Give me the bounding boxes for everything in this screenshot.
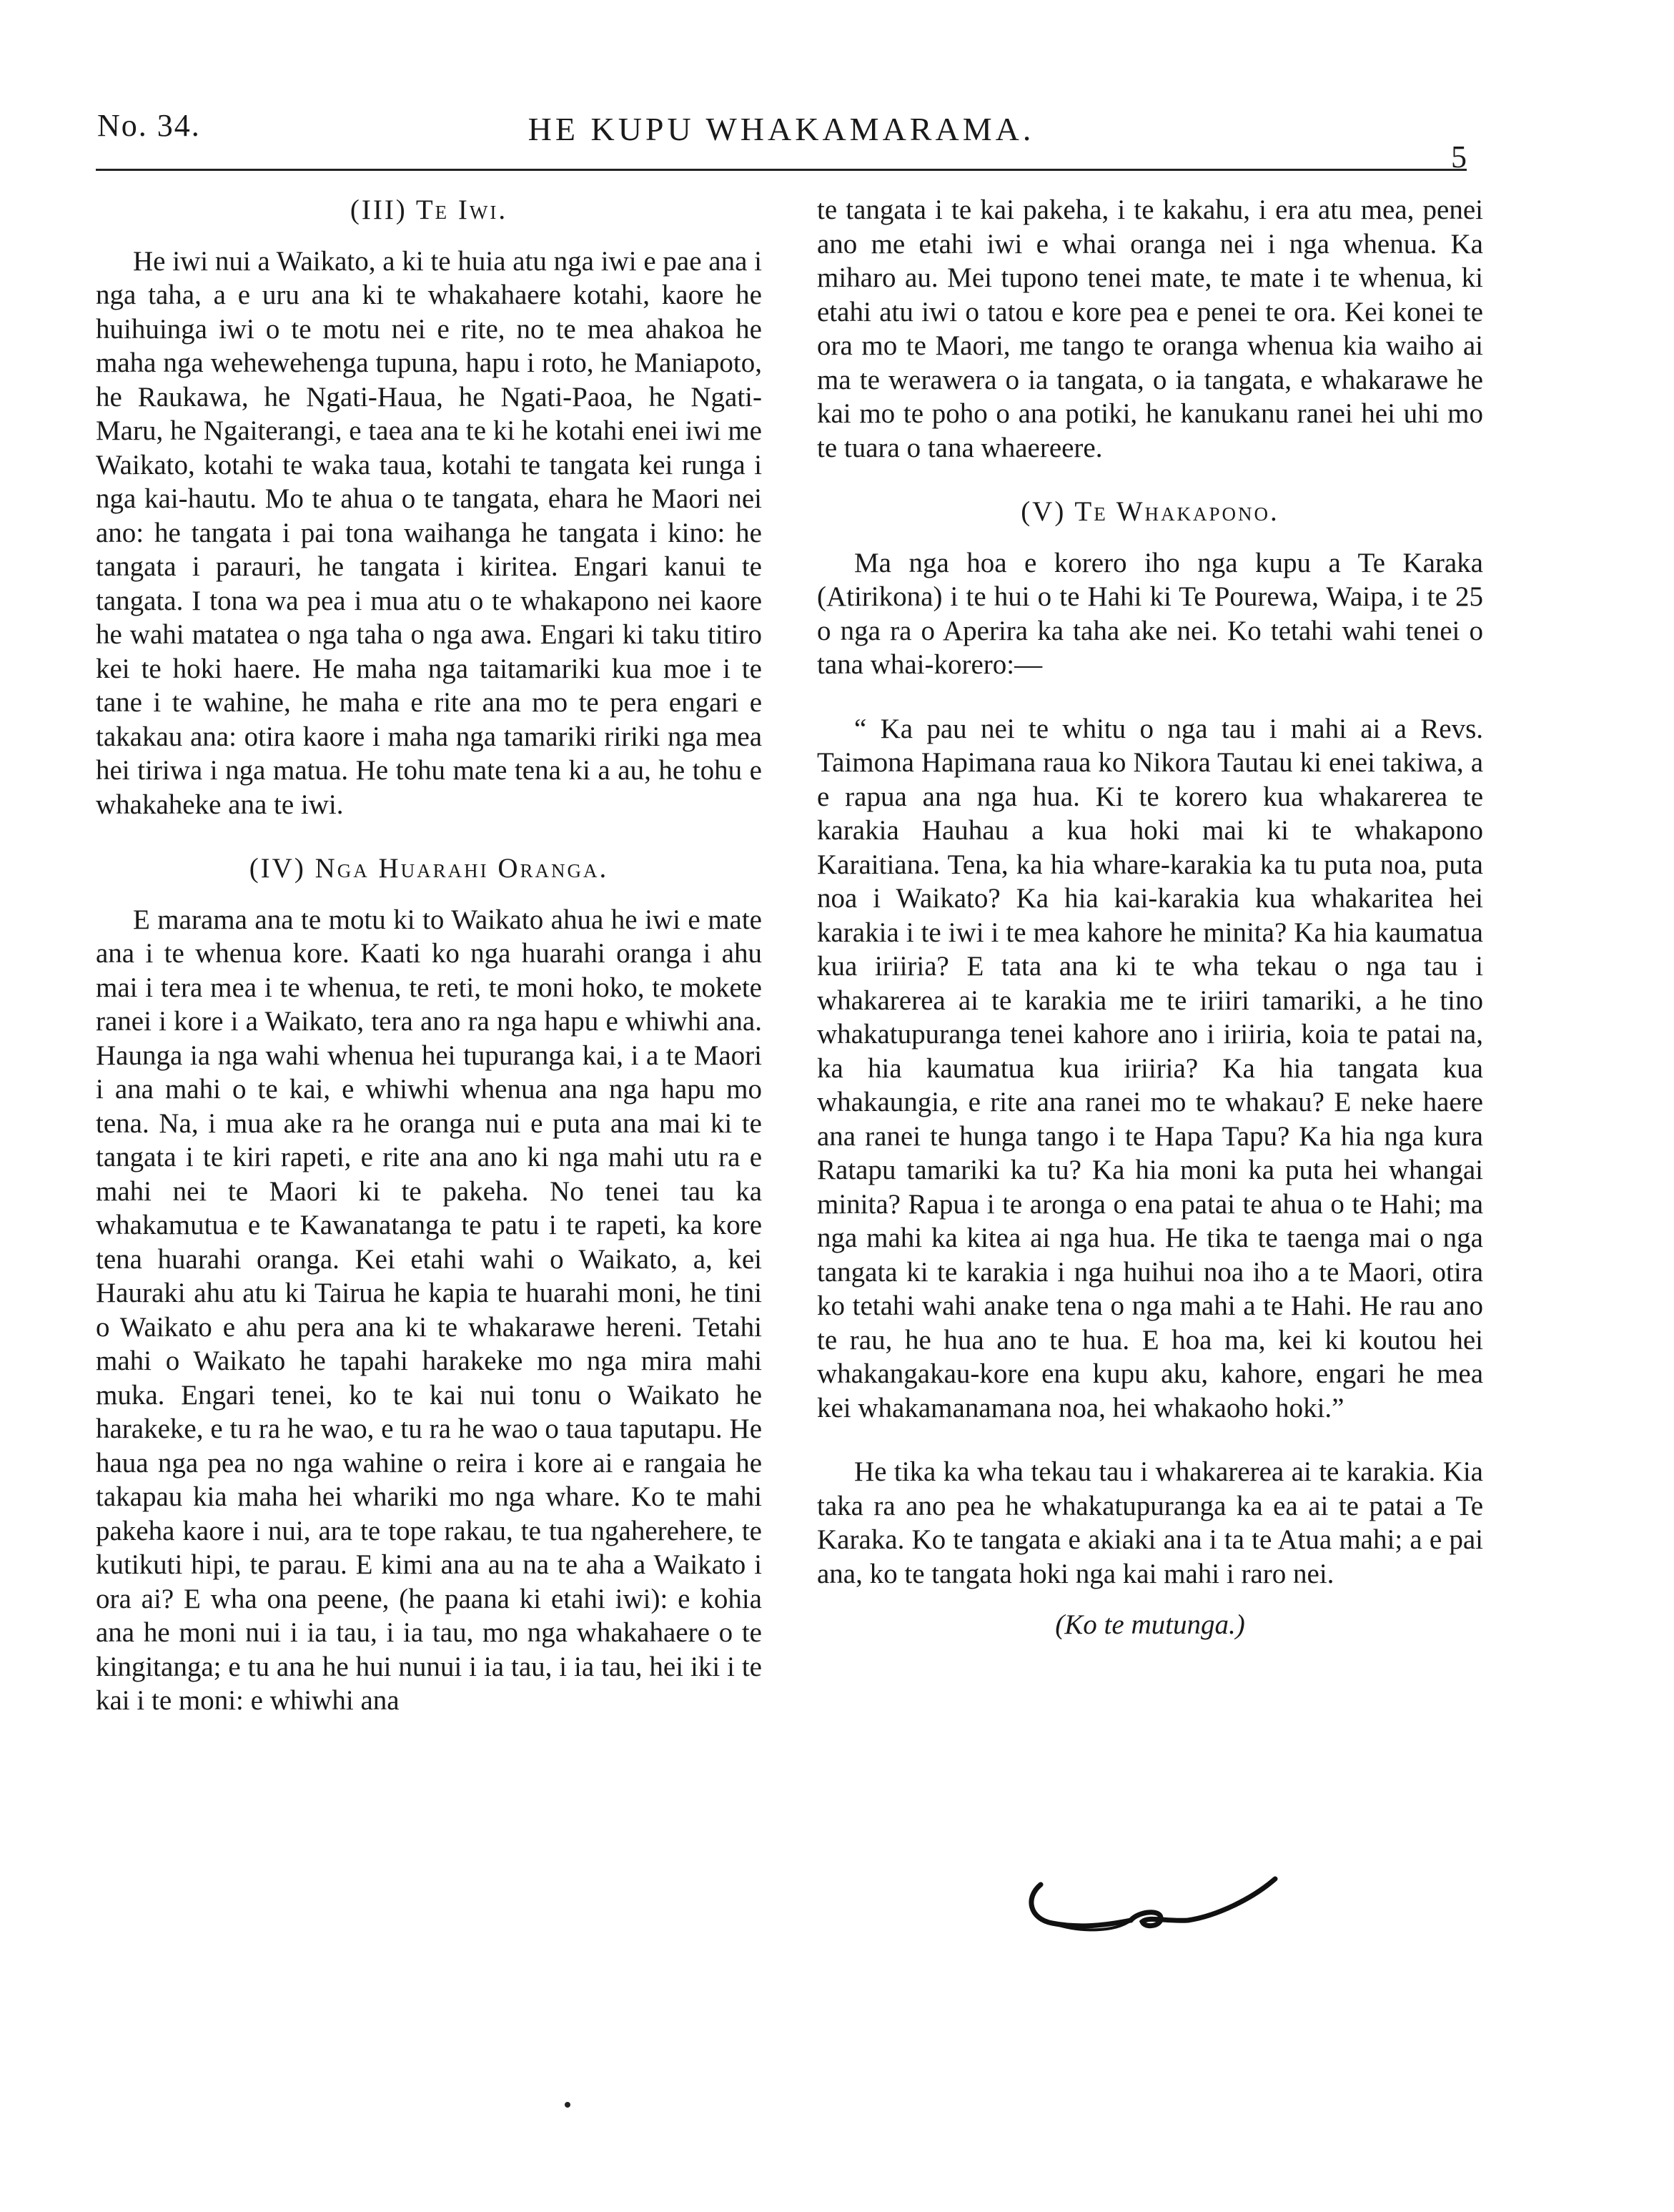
section-iii-paragraph: He iwi nui a Waikato, a ki te huia atu nga iwi e pae ana i nga taha, a e uru ana ki te whakahaere kotahi, kaore he huihuinga iwi o te motu nei e rite, no te mea ahakoa he maha nga wehewehenga tupuna, hapu i roto, he Maniapoto, he Raukawa, he Ngati-Haua, he Ngati-Paoa, he Ngati-Maru, he Ngaiterangi, e taea ana te ki he kotahi enei iwi me Waikato, kotahi te waka taua, kotahi te tangata kei runga i nga kai-hautu. Mo te ahua o te tangata, ehara he Maori nei ano: he tangata i pai tona waihanga he tangata i kino: he tangata i parauri, he tangata i kiritea. Engari kanui te tangata. I tona wa pea i mua atu o te whakapono nei kaore he wahi matatea o nga taha o nga awa. Engari ki taku titiro kei te hoki haere. He maha nga taitamariki kua moe i te tane i te wahine, he maha e rite ana mo te pera engari e takakau ana: otira kaore i maha nga tamariki ririki nga mea hei tiriwa i nga matua. He tohu mate tena ki a au, he tohu e whakaheke ana te iwi. — [96, 245, 762, 820]
section-heading-iii: (III) Te Iwi. — [350, 194, 508, 225]
end-flourish-ornament — [1024, 1869, 1281, 1947]
section-heading-v: (V) Te Whakapono. — [1021, 496, 1279, 527]
section-v-closing: He tika ka wha tekau tau i whakarerea ai te karakia. Kia taka ra ano pea he whakatupuranga ka ea ai te patai a Te Karaka. Ko te tangata e akiaki ana i ta te Atua mahi; a e pai ana, ko te tangata hoki nga kai mahi i raro nei. — [817, 1456, 1483, 1589]
end-note: (Ko te mutunga.) — [1055, 1609, 1245, 1640]
section-v-quote: “ Ka pau nei te whitu o nga tau i mahi ai a Revs. Taimona Hapimana raua ko Nikora Tautau ki enei takiwa, a e rapua ana nga hua. Ki te korero kua whakarerea te karakia Hauhau a kua hoki mai ki te whakapono Karaitiana. Tena, ka hia whare-karakia ka tu puta noa, puta noa i Waikato? Ka hia kai-karakia kua whakaritea hei karakia i te iwi i te mea kahore he minita? Ka hia kaumatua kua iriiria? E tata ana ki te wha tekau o nga tau i whakarerea ai te karakia me te iriiri tamariki, a he tino whakatupuranga tenei kahore ano i iriiria, koia te patai na, ka hia kaumatua kua iriiria? Ka hia tangata kua whakaungia, e rite ana ranei mo te whakau? E neke haere ana ranei te hunga tango i te Hapa Tapu? Ka hia nga kura Ratapu tamariki ka tu? Ka hia moni ka puta hei whangai minita? Rapua i te aronga o ena patai te ahua o te Hahi; ma nga mahi ka kitea ai nga hua. He tika te taenga mai o nga tangata ki te karakia i nga huihui noa iho a te Maori, otira ko tetahi wahi anake tena o nga mahi a te Hahi. He rau ano te rau, he hua ano te hua. E hoa ma, kei ki koutou hei whakangakau-kore ena kupu aku, kahore, engari he mea kei whakamanamana noa, hei whakaoho hoki.” — [817, 713, 1483, 1423]
continuation-paragraph: te tangata i te kai pakeha, i te kakahu, i era atu mea, penei ano me etahi iwi e whai oranga nei i nga whenua. Ka miharo au. Mei tupono tenei mate, te mate i te whenua, ki etahi atu iwi o tatou e kore pea e penei te ora. Kei konei te ora mo te Maori, me tango te oranga whenua kia waiho ai ma te werawera o ia tangata, o ia tangata, e whakarawe he kai mo te poho o ana potiki, he kanukanu ranei hei uhi mo te tuara o tana whaereere. — [817, 194, 1483, 463]
page-dot — [565, 2102, 570, 2108]
publication-title: HE KUPU WHAKAMARAMA. — [528, 111, 1035, 147]
header-rule — [96, 169, 1467, 171]
section-v-intro: Ma nga hoa e korero iho nga kupu a Te Karaka (Atirikona) i te hui o te Hahi ki Te Pourewa, Waipa, i te 25 o nga ra o Aperira ka taha ake nei. Ko tetahi wahi tenei o tana whai-korero:— — [817, 547, 1483, 680]
left-column — [96, 193, 762, 1718]
issue-number: No. 34. — [97, 108, 201, 143]
page-number: 5 — [1451, 139, 1467, 174]
page-header — [96, 107, 1467, 173]
right-column — [817, 193, 1483, 1642]
section-heading-iv: (IV) Nga Huarahi Oranga. — [249, 853, 609, 884]
section-iv-paragraph: E marama ana te motu ki to Waikato ahua he iwi e mate ana i te whenua kore. Kaati ko nga huarahi oranga i ahu mai i tera mea i te whenua, te reti, te moni hoko, te mokete ranei i kore i a Waikato, tera ano ra nga hapu e whiwhi ana. Haunga ia nga wahi whenua hei tupuranga kai, i a te Maori i ana mahi o te kai, e whiwhi whenua ana nga hapu mo tena. Na, i mua ake ra he oranga nui e puta ana mai ki te tangata i te kiri rapeti, e rite ana ano ki nga mahi utu ra e mahi nei te Maori ki te pakeha. No tenei tau ka whakamutua e te Kawanatanga te patu i te rapeti, ka kore tena huarahi oranga. Kei etahi wahi o Waikato, a, kei Hauraki ahu atu ki Tairua he kapia te huarahi moni, he tini o Waikato e ahu pera ana ki te whakarawe hereni. Tetahi mahi o Waikato he tapahi harakeke mo nga mira mahi muka. Engari tenei, ko te kai nui tonu o Waikato he harakeke, e tu ra he wao, e tu ra he wao o taua taputapu. He haua nga pea no nga wahine o reira i kore ai e rangaia he takapau kia maha hei whariki mo nga whare. Ko te mahi pakeha kaore i nui, ara te tope rakau, te tua ngaherehere, te kutikuti hipi, te parau. E kimi ana au na te aha a Waikato i ora ai? E wha ona peene, (he paana ki etahi iwi): e kohia ana he moni nui i ia tau, i ia tau, mo nga whakahaere o te kingitanga; e tu ana he hui nunui i ia tau, i ia tau, hei iki i te kai i te moni: e whiwhi ana — [96, 904, 762, 1716]
